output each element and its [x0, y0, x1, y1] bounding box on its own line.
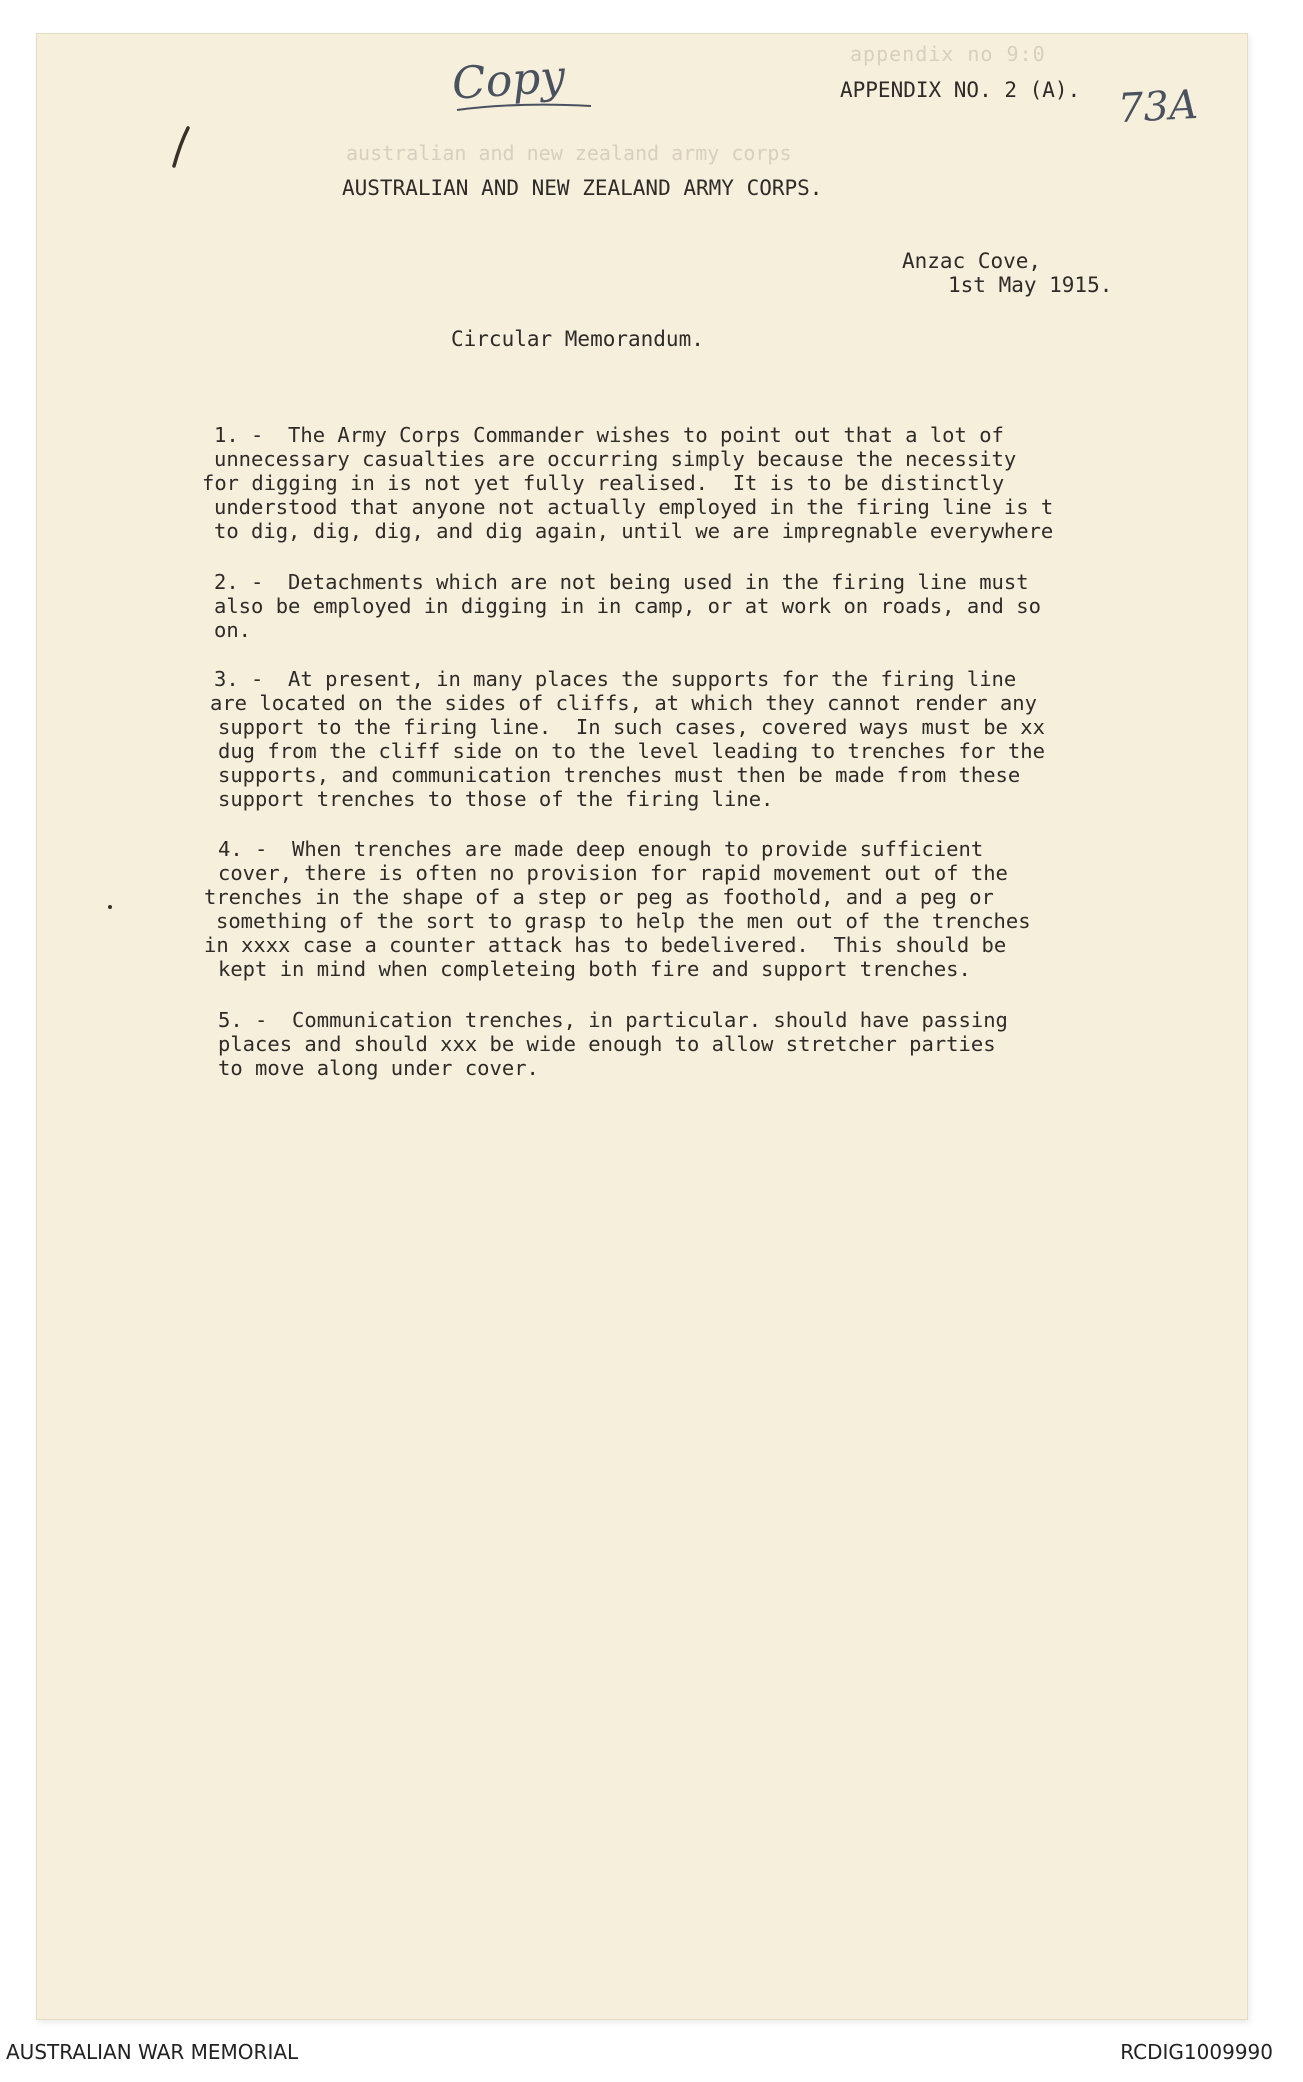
paragraph-line: trenches in the shape of a step or peg as foothold, and a peg or: [204, 885, 994, 909]
paragraph-line: dug from the cliff side on to the level leading to trenches for the: [218, 739, 1045, 763]
copy-underline-mark: [455, 100, 595, 114]
paragraph-line: kept in mind when completeing both fire and support trenches.: [218, 957, 971, 981]
paragraph-line: understood that anyone not actually employed in the firing line is t: [214, 495, 1054, 519]
paragraph-line: 2. - Detachments which are not being used in the firing line must: [214, 570, 1029, 594]
paragraph-line: to move along under cover.: [218, 1056, 539, 1080]
date-line: 1st May 1915.: [948, 273, 1113, 297]
paragraph-line: unnecessary casualties are occurring simply because the necessity: [214, 447, 1017, 471]
paragraph-line: on.: [214, 618, 252, 642]
paragraph-line: something of the sort to grasp to help the men out of the trenches: [216, 909, 1031, 933]
faint-heading-bleed: australian and new zealand army corps: [346, 141, 792, 165]
paragraph-line: cover, there is often no provision for rapid movement out of the: [218, 861, 1008, 885]
paragraph-2: [214, 570, 1041, 642]
paragraph-line: for digging in is not yet fully realised. It is to be distinctly: [202, 471, 1005, 495]
paragraph-line: 3. - At present, in many places the supports for the firing line: [214, 667, 1017, 691]
pencil-tick-mark: [166, 124, 196, 170]
faint-appendix-note: appendix no 9:0: [850, 42, 1046, 66]
paragraph-3: [210, 667, 1045, 811]
location-line: Anzac Cove,: [902, 249, 1042, 273]
paragraph-line: places and should xxx be wide enough to allow stretcher parties: [218, 1032, 996, 1056]
handwritten-copy-mark: Copy: [450, 51, 567, 110]
paragraph-line: 4. - When trenches are made deep enough to provide sufficient: [218, 837, 984, 861]
memo-title: Circular Memorandum.: [451, 327, 704, 351]
paragraph-line: 1. - The Army Corps Commander wishes to point out that a lot of: [214, 423, 1004, 447]
paragraph-5: [218, 1008, 1008, 1080]
appendix-number: APPENDIX NO. 2 (A).: [840, 78, 1081, 102]
paragraph-line: to dig, dig, dig, and dig again, until we are impregnable everywhere: [214, 519, 1054, 543]
paragraph-1: [202, 423, 1053, 543]
paragraph-line: support to the firing line. In such cases, covered ways must be xx: [218, 715, 1045, 739]
footer-record-id: RCDIG1009990: [1120, 2040, 1273, 2064]
paragraph-line: in xxxx case a counter attack has to bedelivered. This should be: [204, 933, 1007, 957]
footer-source-label: AUSTRALIAN WAR MEMORIAL: [6, 2040, 299, 2064]
document-heading: AUSTRALIAN AND NEW ZEALAND ARMY CORPS.: [342, 176, 823, 200]
stray-mark: [108, 905, 112, 909]
handwritten-page-number: 73A: [1116, 81, 1199, 133]
paragraph-4: [204, 837, 1031, 981]
paragraph-line: support trenches to those of the firing line.: [218, 787, 774, 811]
paragraph-line: 5. - Communication trenches, in particular. should have passing: [218, 1008, 1008, 1032]
paragraph-line: supports, and communication trenches must then be made from these: [218, 763, 1021, 787]
paragraph-line: are located on the sides of cliffs, at which they cannot render any: [210, 691, 1037, 715]
paragraph-line: also be employed in digging in in camp, or at work on roads, and so: [214, 594, 1041, 618]
